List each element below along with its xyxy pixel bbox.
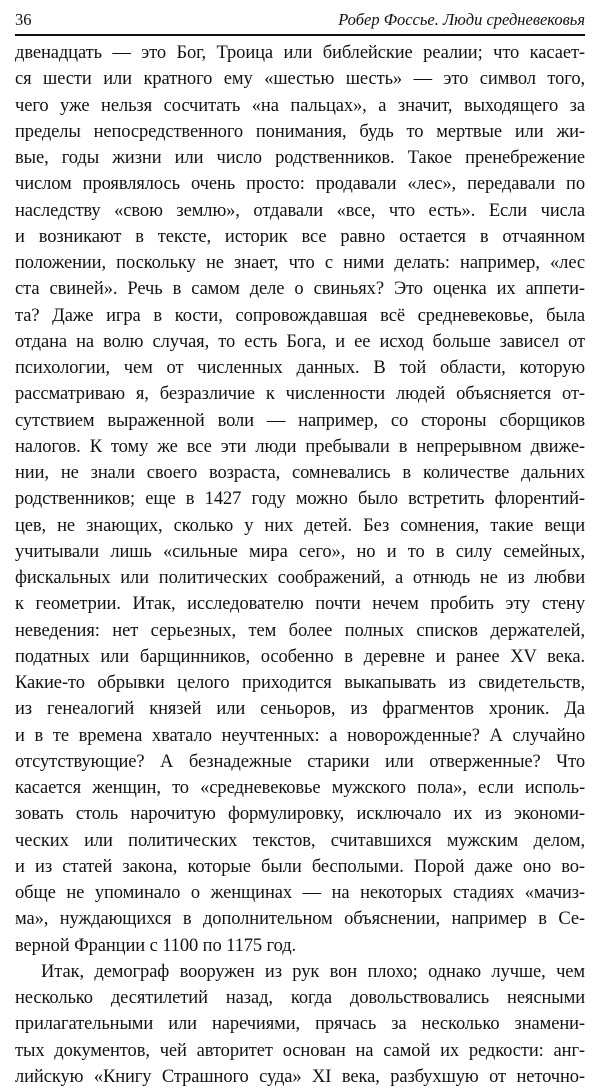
text-line: психологии, чем от численных данных. В той области, которую <box>15 358 585 378</box>
text-line: неведения: нет серьезных, тем более полных списков держателей, <box>15 620 585 641</box>
text-line: та? Даже игра в кости, сопровождавшая всё средневековье, была <box>15 305 585 326</box>
text-line: нии, не знали своего возраста, сомневались в количестве дальних <box>15 463 585 483</box>
running-title: Робер Фоссье. Люди средневековья <box>338 10 585 29</box>
text-line: отсутствующие? А безнадежные старики или отверженные? Что <box>15 751 585 772</box>
body-text <box>15 40 585 1090</box>
text-line: Итак, демограф вооружен из рук вон плохо; однако лучше, чем <box>41 961 585 982</box>
text-line: и возникают в тексте, историк все равно остается в отчаянном <box>15 226 585 247</box>
text-line: фискальных или политических соображений, а отнюдь не из любви <box>15 568 585 588</box>
text-line: из генеалогий князей или сеньоров, из фрагментов хроник. Да <box>15 699 585 720</box>
header-rule <box>15 34 585 36</box>
text-line: касается женщин, то «средневековье мужского пола», если исполь- <box>15 778 585 798</box>
text-line: зовать столь нарочитую формулировку, исключало их из экономи- <box>15 804 585 825</box>
text-line: ма», нуждающихся в дополнительном объяснении, например в Се- <box>15 909 585 930</box>
text-line: положении, поскольку не знает, что с ними делать: например, «лес <box>15 253 585 273</box>
text-line: двенадцать — это Бог, Троица или библейские реалии; что касает- <box>15 43 585 63</box>
text-line: ся шести или кратного ему «шестью шесть» — это символ того, <box>15 69 585 90</box>
text-line: ста свиней». Речь в самом деле о свиньях? Это оценка их аппети- <box>15 279 585 300</box>
text-line: родственников; еще в 1427 году можно было встретить флорентий- <box>15 489 585 510</box>
book-page <box>15 0 585 1087</box>
text-line: и в те времена хватало неучтенных: а новорожденные? А случайно <box>15 725 585 746</box>
text-line: пределы непосредственного понимания, будь то мертвые или жи- <box>15 121 585 142</box>
text-line: ческих или политических текстов, считавшихся мужским делом, <box>15 830 585 851</box>
text-line: податных или барщинников, особенно в деревне и ранее XV века. <box>15 646 585 667</box>
page-number: 36 <box>15 10 32 29</box>
text-line: наследству «свою землю», отдавали «все, что есть». Если числа <box>15 200 585 221</box>
text-line: вые, годы жизни или число родственников. Такое пренебрежение <box>15 148 585 168</box>
text-line: верной Франции с 1100 по 1175 год. <box>15 935 297 956</box>
text-line: чего уже нельзя сосчитать «на пальцах», а значит, выходящего за <box>15 95 585 116</box>
paragraph-1 <box>15 40 585 959</box>
text-line: налогов. К тому же все эти люди пребывали в непрерывном движе- <box>15 436 585 457</box>
text-line: числом проявлялось очень просто: продавали «лес», передавали по <box>15 174 585 195</box>
page-header <box>15 7 585 33</box>
text-line: несколько десятилетий назад, когда довольствовались неясными <box>15 988 585 1008</box>
text-line: и из статей закона, которые были бесполыми. Порой даже оно во- <box>15 856 585 877</box>
text-line: прилагательными или наречиями, прячась за несколько знамени- <box>15 1014 585 1035</box>
text-line: тых документов, чей авторитет основан на самой их редкости: анг- <box>15 1040 585 1061</box>
text-line: отдана на волю случая, то есть Бога, и ее исход больше зависел от <box>15 331 585 352</box>
text-line: к геометрии. Итак, исследователю почти нечем пробить эту стену <box>15 594 585 615</box>
text-line: лийскую «Книгу Страшного суда» XI века, разбухшую от неточно- <box>15 1066 585 1087</box>
text-line: цев, не знающих, сколько у них детей. Без сомнения, такие вещи <box>15 515 585 536</box>
text-line: Какие-то обрывки целого приходится выкапывать из свидетельств, <box>15 673 585 693</box>
paragraph-2 <box>15 959 585 1090</box>
text-line: рассматриваю я, безразличие к численности людей объясняется от- <box>15 384 585 405</box>
text-line: учитывали лишь «сильные мира сего», но и то в силу семейных, <box>15 541 585 562</box>
text-line: сутствием выраженной воли — например, со стороны сборщиков <box>15 410 585 431</box>
text-line: обще не упоминало о женщинах — на некоторых стадиях «мачиз- <box>15 883 585 903</box>
